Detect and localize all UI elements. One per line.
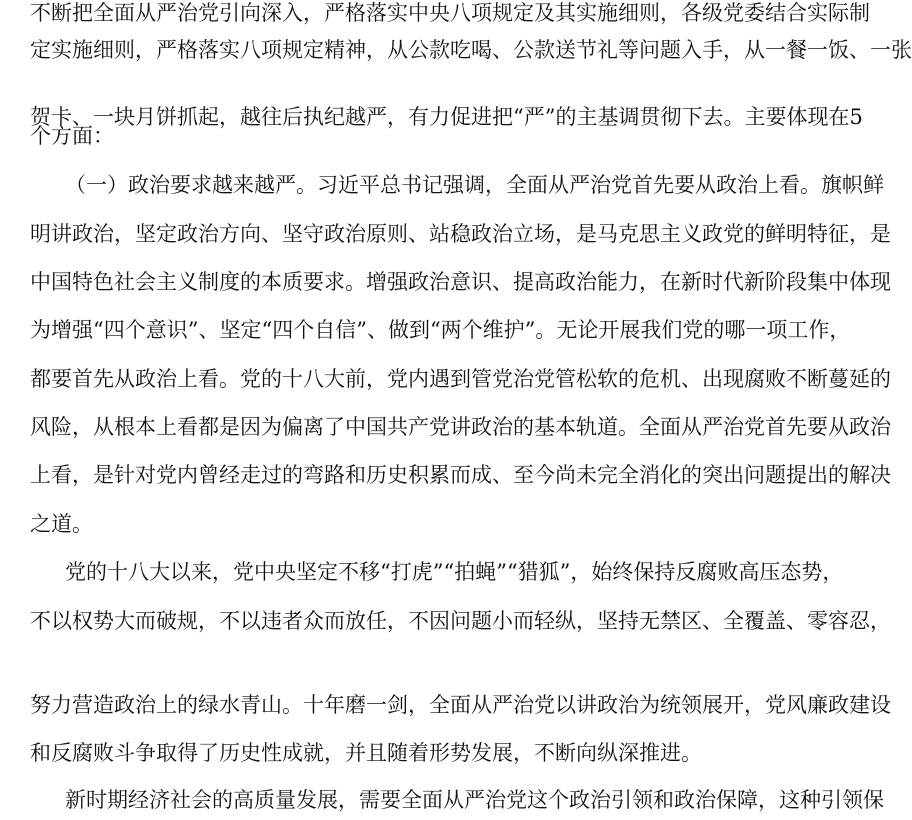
text-line: 之道。 (30, 512, 93, 536)
text-line: 都要首先从政治上看。党的十八大前，党内遇到管党治党管松软的危机、出现腐败不断蔓延的 (30, 367, 891, 391)
text-line: 中国特色社会主义制度的本质要求。增强政治意识、提高政治能力，在新时代新阶段集中体现 (30, 270, 891, 294)
text-line: 为增强“四个意识”、坚定“四个自信”、做到“两个维护”。无论开展我们党的哪一项工作， (30, 318, 851, 342)
text-line: 明讲政治，坚定政治方向、坚守政治原则、站稳政治立场，是马克思主义政党的鲜明特征，是 (30, 222, 891, 246)
text-line: 贺卡、一块月饼抓起，越往后执纪越严，有力促进把“严”的主基调贯彻下去。主要体现在5 (30, 105, 863, 129)
text-line: 和反腐败斗争取得了历史性成就，并且随着形势发展，不断向纵深推进。 (30, 741, 702, 765)
text-line: 党的十八大以来，党中央坚定不移“打虎”“拍蝇”“猎狐”，始终保持反腐败高压态势， (65, 560, 844, 584)
text-line: 风险，从根本上看都是因为偏离了中国共产党讲政治的基本轨道。全面从严治党首先要从政治 (30, 415, 891, 439)
text-line: 不以权势大而破规，不以违者众而放任，不因问题小而轻纵，坚持无禁区、全覆盖、零容忍， (30, 609, 891, 633)
text-line: 上看，是针对党内曾经走过的弯路和历史积累而成、至今尚未完全消化的突出问题提出的解决 (30, 463, 891, 487)
text-line: 定实施细则，严格落实八项规定精神，从公款吃喝、公款送节礼等问题入手，从一餐一饭、一张 (30, 38, 912, 62)
text-line: 个方面： (30, 124, 114, 148)
text-line: 不断把全面从严治党引向深入，严格落实中央八项规定及其实施细则，各级党委结合实际制 (30, 1, 870, 25)
text-line: 努力营造政治上的绿水青山。十年磨一剑，全面从严治党以讲政治为统领展开，党风廉政建设 (30, 693, 891, 717)
text-line: 新时期经济社会的高质量发展，需要全面从严治党这个政治引领和政治保障，这种引领保 (65, 788, 884, 812)
text-line: （一）政治要求越来越严。习近平总书记强调，全面从严治党首先要从政治上看。旗帜鲜 (65, 173, 884, 197)
